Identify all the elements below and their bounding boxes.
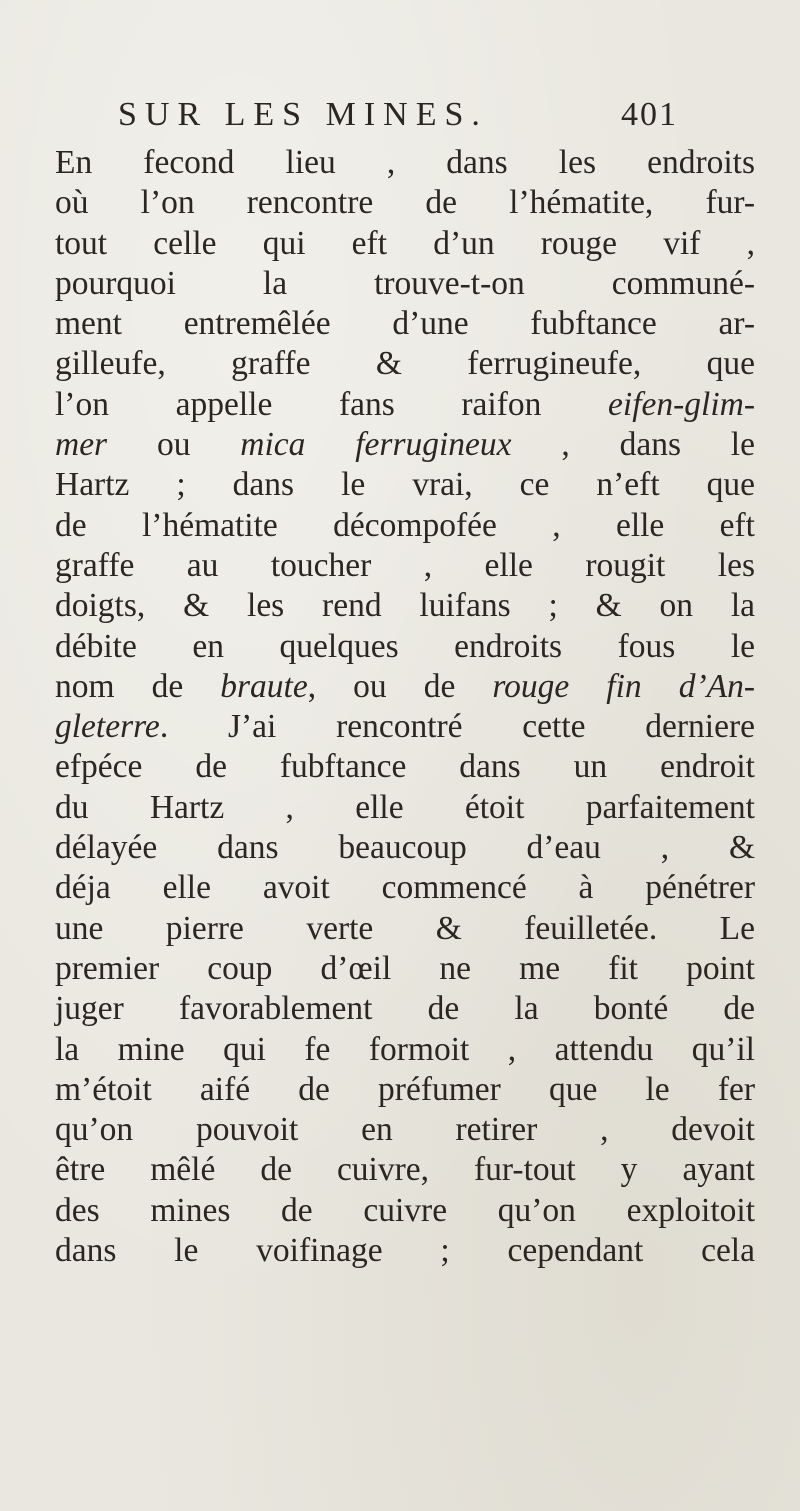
page-number: 401 bbox=[621, 96, 678, 133]
text-line: efpéce de fubftance dans un endroit bbox=[55, 748, 755, 786]
text-line: l’on appelle fans raifon eifen-glim- bbox=[55, 385, 755, 423]
text-line: de l’hématite décompofée , elle eft bbox=[55, 506, 755, 544]
text-line: qu’on pouvoit en retirer , devoit bbox=[55, 1111, 755, 1149]
text-line: la mine qui fe formoit , attendu qu’il bbox=[55, 1030, 755, 1068]
text-line: mer ou mica ferrugineux , dans le bbox=[55, 426, 755, 464]
text-line: être mêlé de cuivre, fur-tout y ayant bbox=[55, 1151, 755, 1189]
italic-term: mica ferrugineux bbox=[240, 426, 512, 464]
text-line: juger favorablement de la bonté de bbox=[55, 990, 755, 1028]
text-line: une pierre verte & feuilletée. Le bbox=[55, 909, 755, 947]
text-line: où l’on rencontre de l’hématite, fur- bbox=[55, 184, 755, 222]
text-line: déja elle avoit commencé à pénétrer bbox=[55, 869, 755, 907]
text-line: m’étoit aifé de préfumer que le fer bbox=[55, 1070, 755, 1108]
text-line: Hartz ; dans le vrai, ce n’eft que bbox=[55, 466, 755, 504]
text-line: tout celle qui eft d’un rouge vif , bbox=[55, 224, 755, 262]
running-title: SUR LES MINES. bbox=[118, 96, 488, 133]
text-line: nom de braute, ou de rouge fin d’An- bbox=[55, 667, 755, 705]
running-head bbox=[118, 96, 678, 142]
text-line: gleterre. J’ai rencontré cette derniere bbox=[55, 708, 755, 746]
text-line: gilleufe, graffe & ferrugineufe, que bbox=[55, 345, 755, 383]
text-line: pourquoi la trouve-t-on communé- bbox=[55, 264, 755, 302]
italic-term: rouge fin d’An- bbox=[492, 667, 755, 705]
body-text bbox=[55, 143, 755, 1271]
text-line: des mines de cuivre qu’on exploitoit bbox=[55, 1191, 755, 1229]
italic-term: braute bbox=[220, 667, 308, 705]
text-line: ment entremêlée d’une fubftance ar- bbox=[55, 305, 755, 343]
text-line: graffe au toucher , elle rougit les bbox=[55, 546, 755, 584]
text-line: dans le voifinage ; cependant cela bbox=[55, 1232, 755, 1270]
text-line: En fecond lieu , dans les endroits bbox=[55, 144, 755, 181]
text-line: premier coup d’œil ne me fit point bbox=[55, 949, 755, 987]
italic-term: gleterre bbox=[55, 708, 160, 746]
text-line: délayée dans beaucoup d’eau , & bbox=[55, 829, 755, 867]
text-line: du Hartz , elle étoit parfaitement bbox=[55, 788, 755, 826]
text-line: doigts, & les rend luifans ; & on la bbox=[55, 587, 755, 625]
text-line: débite en quelques endroits fous le bbox=[55, 627, 755, 665]
italic-term: mer bbox=[55, 426, 108, 464]
italic-term: eifen-glim- bbox=[608, 385, 755, 423]
